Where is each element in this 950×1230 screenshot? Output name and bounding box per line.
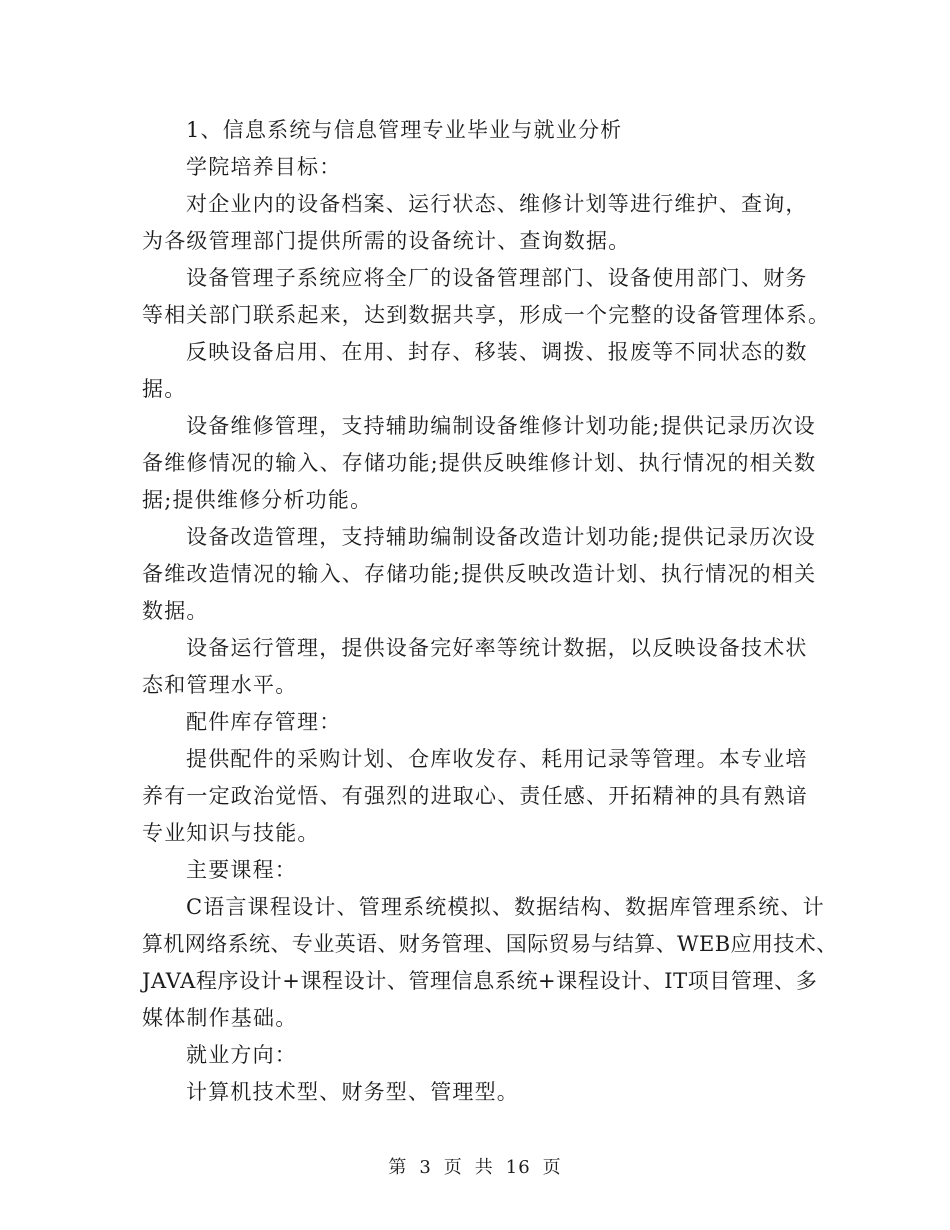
text-line: 计算机技术型、财务型、管理型。 xyxy=(186,1080,519,1104)
text-line: 算机网络系统、专业英语、财务管理、国际贸易与结算、WEB应用技术、 xyxy=(142,932,838,956)
text-line: 等相关部门联系起来，达到数据共享，形成一个完整的设备管理体系。 xyxy=(142,303,831,327)
text-line: C语言课程设计、管理系统模拟、数据结构、数据库管理系统、计 xyxy=(186,895,825,919)
section-label: 就业方向： xyxy=(186,1043,297,1067)
text-line: 提供配件的采购计划、仓库收发存、耗用记录等管理。本专业培 xyxy=(186,747,808,771)
page-footer xyxy=(0,1153,950,1179)
footer-prefix: 第 xyxy=(388,1157,408,1178)
footer-suffix: 页 xyxy=(542,1157,562,1178)
current-page-number: 3 xyxy=(419,1157,432,1178)
heading-line: 1、信息系统与信息管理专业毕业与就业分析 xyxy=(186,118,623,142)
text-line: 备维改造情况的输入、存储功能;提供反映改造计划、执行情况的相关 xyxy=(142,562,817,586)
text-line: 据;提供维修分析功能。 xyxy=(142,488,373,512)
text-line: 态和管理水平。 xyxy=(142,673,298,697)
footer-total-prefix: 共 xyxy=(474,1157,494,1178)
text-line: 备维修情况的输入、存储功能;提供反映维修计划、执行情况的相关数 xyxy=(142,451,817,475)
text-line: 据。 xyxy=(142,377,187,401)
text-line: 设备管理子系统应将全厂的设备管理部门、设备使用部门、财务 xyxy=(186,266,808,290)
text-line: 设备运行管理，提供设备完好率等统计数据，以反映设备技术状 xyxy=(186,636,808,660)
footer-page-label: 页 xyxy=(443,1157,463,1178)
text-line: 数据。 xyxy=(142,599,209,623)
section-label: 学院培养目标： xyxy=(186,155,342,179)
text-line: 反映设备启用、在用、封存、移装、调拨、报废等不同状态的数 xyxy=(186,340,808,364)
text-line: 设备维修管理，支持辅助编制设备维修计划功能;提供记录历次设 xyxy=(186,414,816,438)
section-label: 主要课程： xyxy=(186,858,297,882)
text-line: 媒体制作基础。 xyxy=(142,1006,298,1030)
total-page-number: 16 xyxy=(505,1157,531,1178)
text-line: 为各级管理部门提供所需的设备统计、查询数据。 xyxy=(142,229,631,253)
document-body xyxy=(142,112,838,1111)
text-line: 对企业内的设备档案、运行状态、维修计划等进行维护、查询， xyxy=(186,192,808,216)
text-line: 专业知识与技能。 xyxy=(142,821,320,845)
text-line: 设备改造管理，支持辅助编制设备改造计划功能;提供记录历次设 xyxy=(186,525,816,549)
section-label: 配件库存管理： xyxy=(186,710,342,734)
text-line: JAVA程序设计+课程设计、管理信息系统+课程设计、IT项目管理、多 xyxy=(142,969,818,993)
text-line: 养有一定政治觉悟、有强烈的进取心、责任感、开拓精神的具有熟谙 xyxy=(142,784,808,808)
